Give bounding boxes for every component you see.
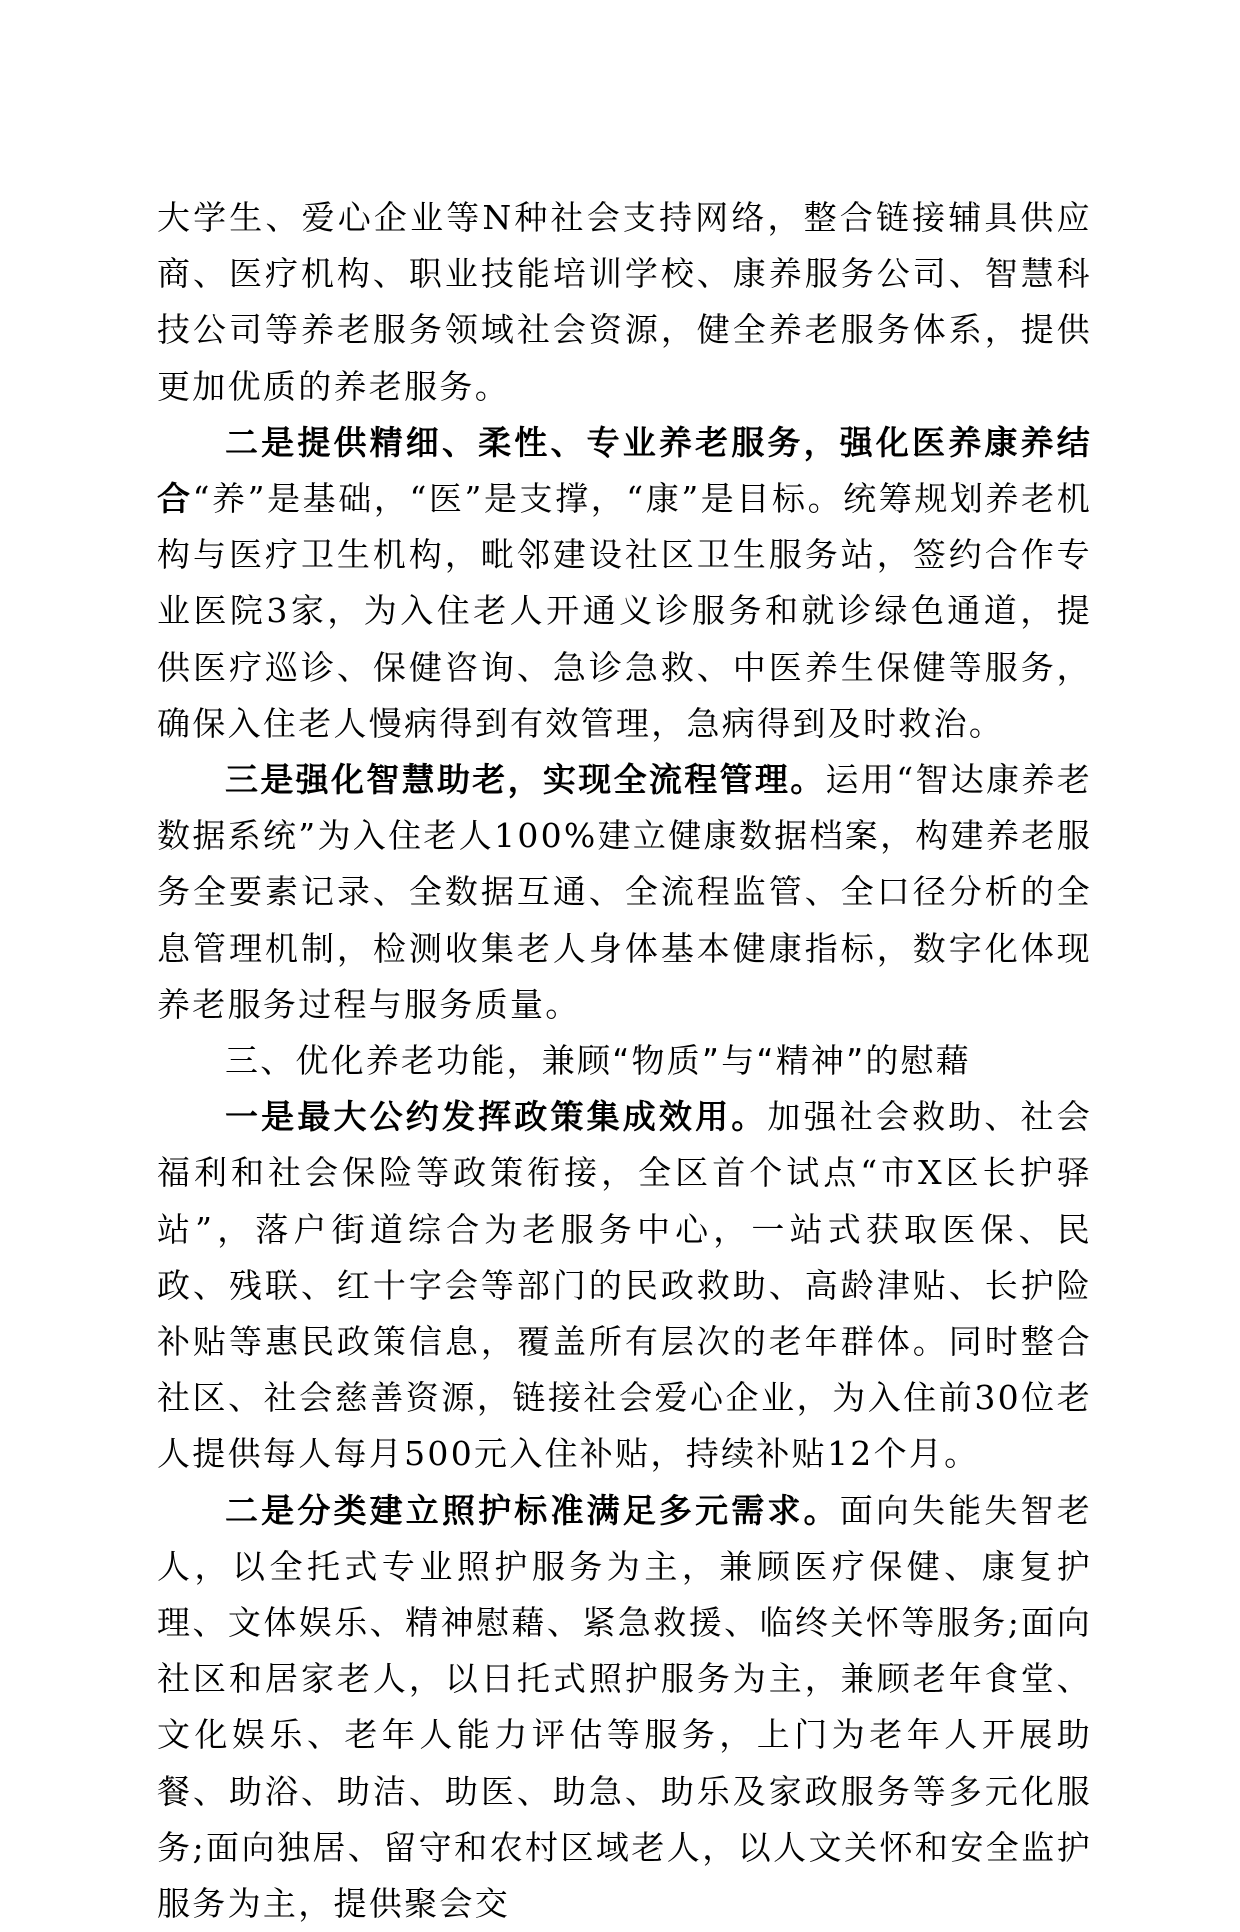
paragraph-smart-elderly-care xyxy=(157,752,1092,1033)
paragraph-body: 运用“智达康养老数据系统”为入住老人100%建立健康数据档案，构建养老服务全要素记录、全数据互通、全流程监管、全口径分析的全息管理机制，检测收集老人身体基本健康指标，数字化体现养老服务过程与服务质量。 xyxy=(157,760,1092,1024)
document-page xyxy=(157,190,1092,1932)
paragraph-medical-care xyxy=(157,415,1092,752)
paragraph-lead: 三是强化智慧助老，实现全流程管理。 xyxy=(225,760,826,800)
paragraph-body: 面向失能失智老人，以全托式专业照护服务为主，兼顾医疗保健、康复护理、文体娱乐、精神慰藉、紧急救援、临终关怀等服务;面向社区和居家老人，以日托式照护服务为主，兼顾老年食堂、文化娱乐、老年人能力评估等服务，上门为老年人开展助餐、助浴、助洁、助医、助急、助乐及家政服务等多元化服务;面向独居、留守和农村区域老人，以人文关怀和安全监护服务为主，提供聚会交 xyxy=(157,1490,1092,1924)
paragraph-body: 大学生、爱心企业等N种社会支持网络，整合链接辅具供应商、医疗机构、职业技能培训学校、康养服务公司、智慧科技公司等养老服务领域社会资源，健全养老服务体系，提供更加优质的养老服务。 xyxy=(157,198,1092,406)
paragraph-policy-integration xyxy=(157,1089,1092,1482)
paragraph-lead: 一是最大公约发挥政策集成效用。 xyxy=(225,1097,768,1137)
paragraph-body: 加强社会救助、社会福利和社会保险等政策衔接，全区首个试点“市X区长护驿站”，落户街道综合为老服务中心，一站式获取医保、民政、残联、红十字会等部门的民政救助、高龄津贴、长护险补贴等惠民政策信息，覆盖所有层次的老年群体。同时整合社区、社会慈善资源，链接社会爱心企业，为入住前30位老人提供每人每月500元入住补贴，持续补贴12个月。 xyxy=(157,1097,1093,1474)
paragraph-lead: 二是分类建立照护标准满足多元需求。 xyxy=(225,1490,840,1530)
paragraph-body: “养”是基础，“医”是支撑，“康”是目标。统筹规划养老机构与医疗卫生机构，毗邻建设社区卫生服务站，签约合作专业医院3家，为入住老人开通义诊服务和就诊绿色通道，提供医疗巡诊、保健咨询、急诊急救、中医养生保健等服务，确保入住老人慢病得到有效管理，急病得到及时救治。 xyxy=(157,479,1092,743)
paragraph-social-resources xyxy=(157,190,1092,415)
paragraph-lead: 二是提供精细、柔性、专业养老服务，强化医养康养结合 xyxy=(157,422,1092,519)
paragraph-care-standards xyxy=(157,1483,1092,1932)
section-heading: 三、优化养老功能，兼顾“物质”与“精神”的慰藉 xyxy=(225,1041,971,1081)
